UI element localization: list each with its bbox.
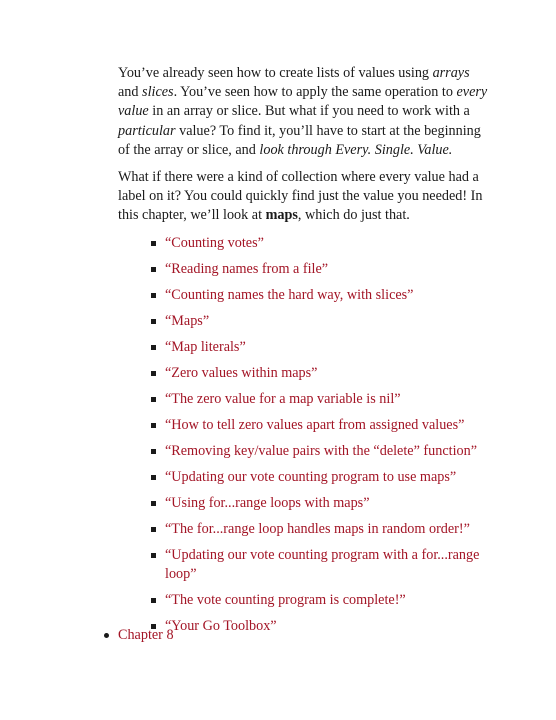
chapter-8-link[interactable]: Chapter 8 xyxy=(118,627,174,643)
section-list xyxy=(118,234,488,636)
section-link-go-toolbox[interactable]: “Your Go Toolbox” xyxy=(165,617,277,634)
bullet-square-icon xyxy=(151,241,156,246)
bullet-dot-icon xyxy=(104,633,109,638)
bullet-square-icon xyxy=(151,501,156,506)
bullet-square-icon xyxy=(151,397,156,402)
bullet-square-icon xyxy=(151,371,156,376)
intro-text: and xyxy=(118,84,143,101)
bullet-square-icon xyxy=(151,423,156,428)
list-item xyxy=(118,494,488,513)
list-item xyxy=(118,312,488,331)
intro-text: . You’ve seen how to apply the same operation to xyxy=(173,84,457,101)
strong-maps: maps xyxy=(265,207,298,224)
chapter-list-item xyxy=(104,626,174,645)
section-link-zero-vs-assigned[interactable]: “How to tell zero values apart from assigned values” xyxy=(165,416,465,433)
intro-text: , which do just that. xyxy=(297,207,410,224)
intro-paragraph-2 xyxy=(118,168,488,226)
list-item xyxy=(118,591,488,610)
list-item xyxy=(118,546,488,584)
section-link-program-complete[interactable]: “The vote counting program is complete!” xyxy=(165,591,406,608)
list-item xyxy=(118,338,488,357)
emphasis-slices: slices xyxy=(142,84,174,101)
bullet-square-icon xyxy=(151,598,156,603)
intro-text: What if there were a kind of collection where every value had a label on it? You could quickly find just the value you needed! In this chapter, we’ll look at xyxy=(118,169,483,224)
section-link-updating-vote-maps[interactable]: “Updating our vote counting program to use maps” xyxy=(165,468,457,485)
intro-text: value? To find it, you’ll have to start at the beginning of the array or slice, and xyxy=(118,122,481,158)
bullet-square-icon xyxy=(151,475,156,480)
bullet-square-icon xyxy=(151,449,156,454)
list-item xyxy=(118,442,488,461)
section-link-zero-value-nil[interactable]: “The zero value for a map variable is nil” xyxy=(165,390,401,407)
emphasis-particular: particular xyxy=(118,122,176,139)
list-item xyxy=(118,234,488,253)
emphasis-arrays: arrays xyxy=(432,65,470,81)
bullet-square-icon xyxy=(151,345,156,350)
bullet-square-icon xyxy=(151,553,156,558)
section-link-random-order[interactable]: “The for...range loop handles maps in random order!” xyxy=(165,520,470,537)
emphasis-look-through: look through Every. Single. Value. xyxy=(259,141,453,158)
list-item xyxy=(118,468,488,487)
list-item xyxy=(118,520,488,539)
bullet-square-icon xyxy=(151,293,156,298)
bullet-square-icon xyxy=(151,267,156,272)
section-link-counting-votes[interactable]: “Counting votes” xyxy=(165,234,264,251)
list-item xyxy=(118,390,488,409)
emphasis-every-value: every value xyxy=(118,84,488,120)
section-link-reading-names[interactable]: “Reading names from a file” xyxy=(165,260,329,277)
section-link-zero-values[interactable]: “Zero values within maps” xyxy=(165,364,318,381)
section-link-delete-function[interactable]: “Removing key/value pairs with the “delete” function” xyxy=(165,442,478,459)
intro-text: in an array or slice. But what if you need to work with a xyxy=(148,103,470,120)
bullet-square-icon xyxy=(151,319,156,324)
section-link-maps[interactable]: “Maps” xyxy=(165,312,210,329)
section-link-updating-vote-for-range[interactable]: “Updating our vote counting program with a for...range loop” xyxy=(165,546,480,582)
list-item xyxy=(118,260,488,279)
intro-paragraph-1 xyxy=(118,64,488,160)
intro-text: You’ve already seen how to create lists of values using xyxy=(118,65,433,81)
section-link-counting-names-slices[interactable]: “Counting names the hard way, with slices” xyxy=(165,286,414,303)
list-item xyxy=(118,364,488,383)
section-link-for-range-maps[interactable]: “Using for...range loops with maps” xyxy=(165,494,370,511)
section-link-map-literals[interactable]: “Map literals” xyxy=(165,338,246,355)
page-content xyxy=(118,64,488,643)
list-item xyxy=(118,416,488,435)
list-item xyxy=(118,286,488,305)
bullet-square-icon xyxy=(151,527,156,532)
